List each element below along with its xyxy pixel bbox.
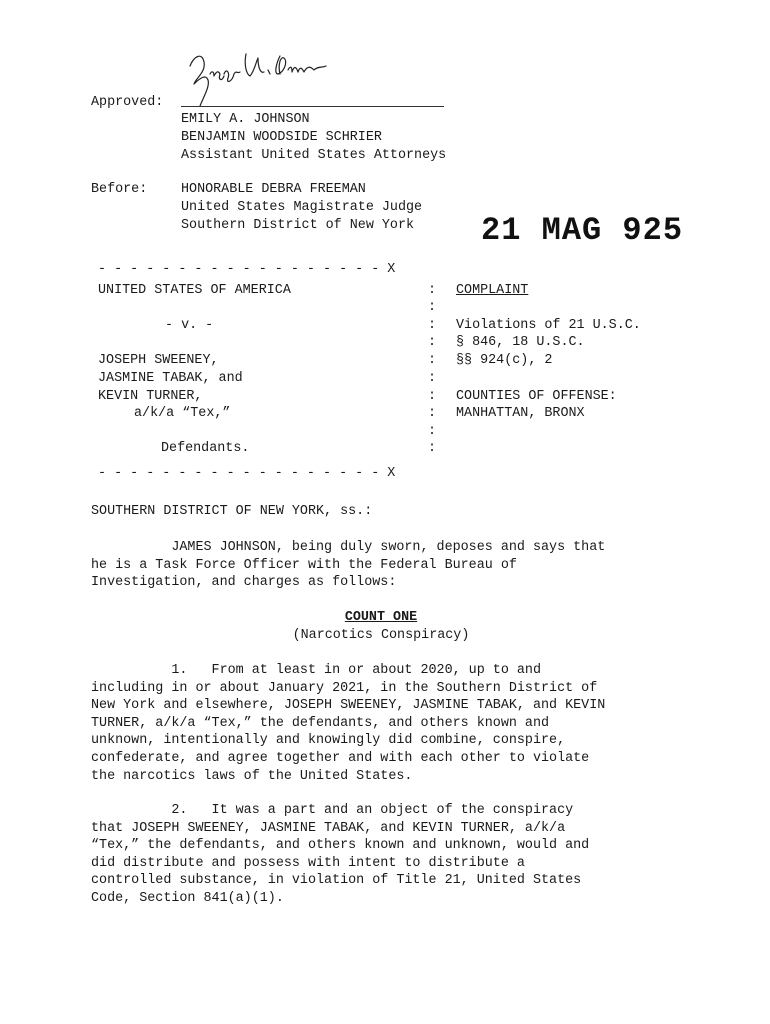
defendant-3: KEVIN TURNER,: [98, 389, 203, 404]
caption-colon: :: [428, 406, 437, 421]
caption-colon: :: [428, 389, 437, 404]
counties-label: COUNTIES OF OFFENSE:: [456, 389, 617, 404]
violations-line-2: § 846, 18 U.S.C.: [456, 335, 585, 350]
versus: - v. -: [165, 318, 214, 333]
handwritten-signature: [184, 44, 334, 110]
caption-colon: :: [428, 335, 437, 350]
approver-name-2: BENJAMIN WOODSIDE SCHRIER: [181, 130, 382, 145]
caption-divider-bottom: - - - - - - - - - - - - - - - - - - X: [98, 466, 396, 481]
count-title: COUNT ONE: [344, 610, 418, 625]
intro-paragraph: JAMES JOHNSON, being duly sworn, deposes and says that he is a Task Force Officer with the Federal Bureau of Investigation, and charges as follows:: [91, 540, 606, 591]
counties-value: MANHATTAN, BRONX: [456, 406, 585, 421]
defendant-1: JOSEPH SWEENEY,: [98, 353, 219, 368]
caption-colon: :: [428, 300, 437, 315]
count-subtitle: (Narcotics Conspiracy): [292, 628, 470, 643]
judge-title: United States Magistrate Judge: [181, 200, 423, 215]
defendants-label: Defendants.: [161, 441, 250, 456]
caption-divider-top: - - - - - - - - - - - - - - - - - - X: [98, 262, 396, 277]
approved-label: Approved:: [91, 95, 164, 110]
caption-colon: :: [428, 424, 437, 439]
violations-line-1: Violations of 21 U.S.C.: [456, 318, 641, 333]
plaintiff: UNITED STATES OF AMERICA: [98, 283, 291, 298]
defendant-3-alias: a/k/a “Tex,”: [134, 406, 231, 421]
signature-line: [181, 106, 444, 107]
docket-number: 21 MAG 925: [481, 212, 684, 249]
judge-district: Southern District of New York: [181, 218, 415, 233]
approver-title: Assistant United States Attorneys: [181, 148, 447, 163]
caption-colon: :: [428, 283, 437, 298]
paragraph-1: 1. From at least in or about 2020, up to and including in or about January 2021, in the Southern District of New York and elsewhere, JOSEPH SWEENEY, JASMINE TABAK, and KEVIN TURNER, a/k/a “Tex,” the defendants, and others known and unknown, intentionally and knowingly did combine, conspire, confederate, and agree together and with each other to violate the narcotics laws of the United States.: [91, 663, 606, 784]
caption-colon: :: [428, 318, 437, 333]
caption-colon: :: [428, 441, 437, 456]
caption-colon: :: [428, 353, 437, 368]
caption-colon: :: [428, 371, 437, 386]
paragraph-2: 2. It was a part and an object of the conspiracy that JOSEPH SWEENEY, JASMINE TABAK, and KEVIN TURNER, a/k/a “Tex,” the defendants, and others known and unknown, would and did distribute and possess with intent to distribute a controlled substance, in violation of Title 21, United States Code, Section 841(a)(1).: [91, 803, 590, 906]
approver-name-1: EMILY A. JOHNSON: [181, 112, 310, 127]
violations-line-3: §§ 924(c), 2: [456, 353, 553, 368]
venue-line: SOUTHERN DISTRICT OF NEW YORK, ss.:: [91, 504, 373, 519]
defendant-2: JASMINE TABAK, and: [98, 371, 243, 386]
complaint-heading: COMPLAINT: [456, 283, 529, 298]
judge-name: HONORABLE DEBRA FREEMAN: [181, 182, 366, 197]
before-label: Before:: [91, 182, 148, 197]
